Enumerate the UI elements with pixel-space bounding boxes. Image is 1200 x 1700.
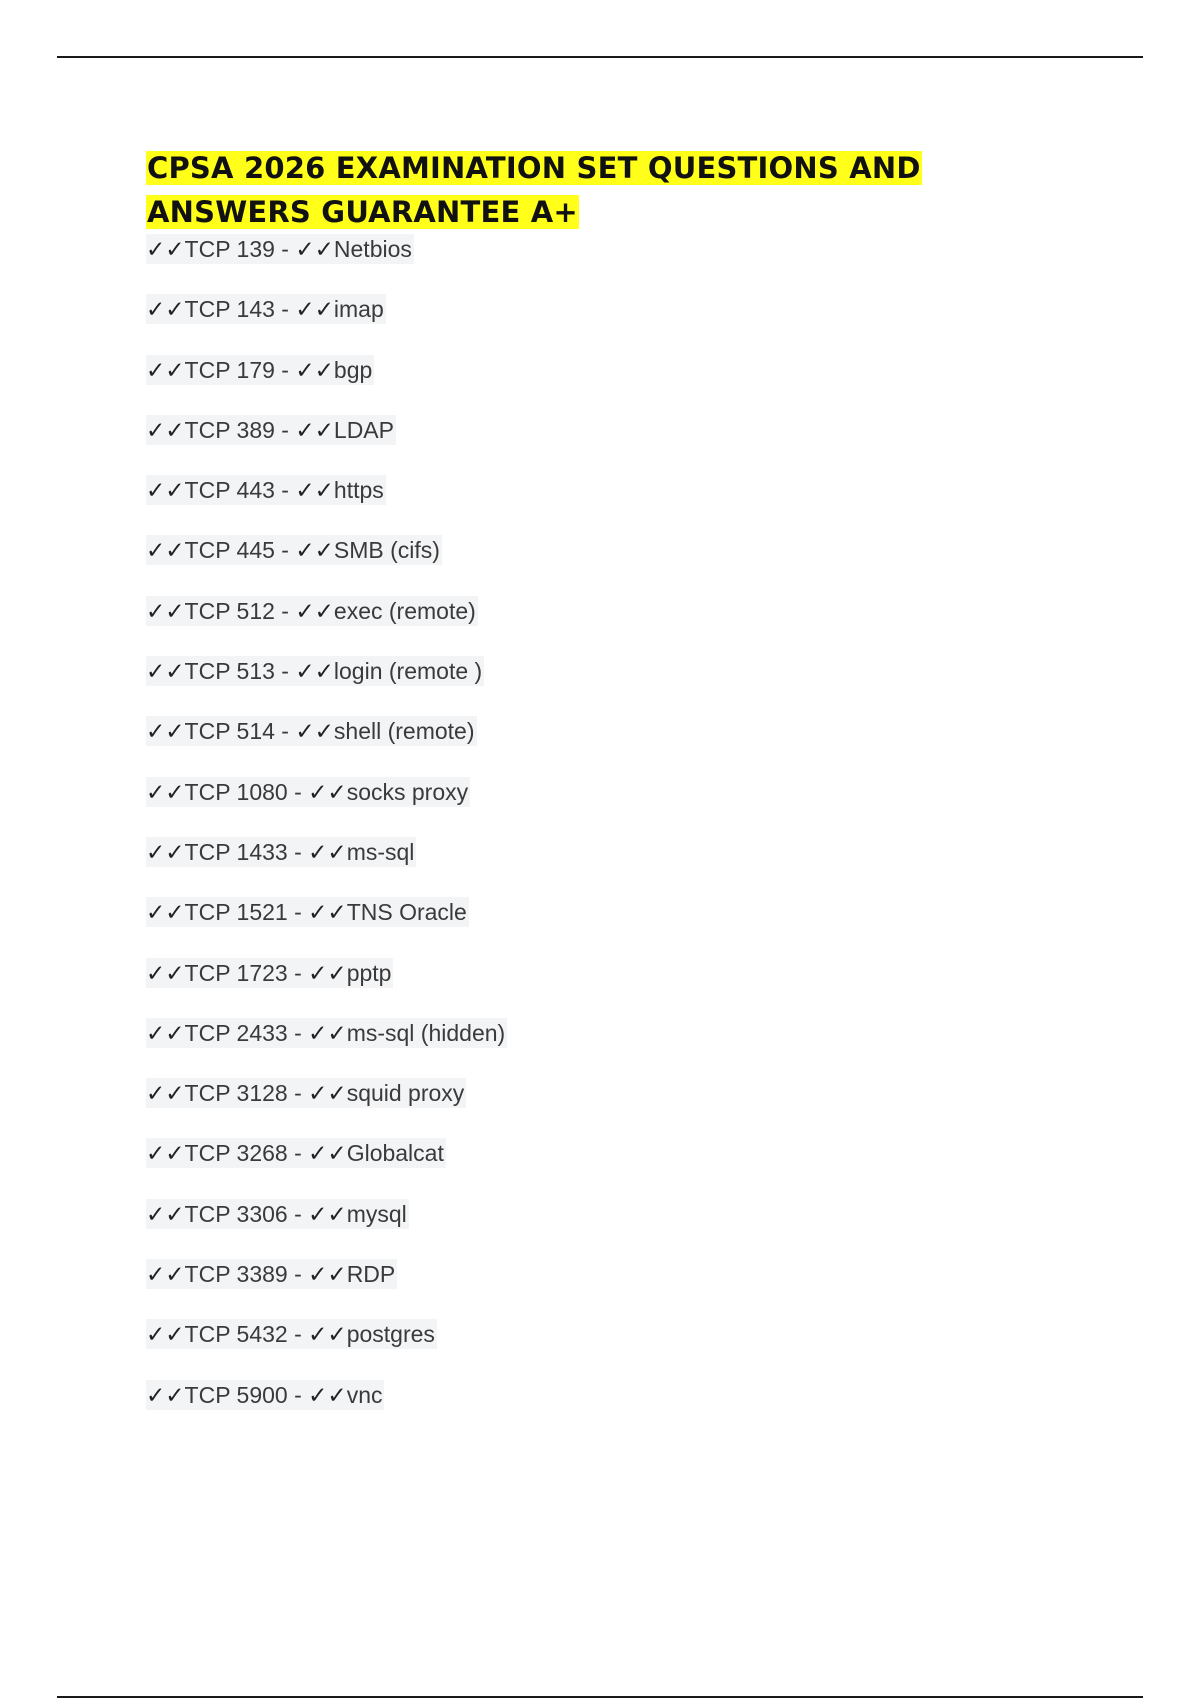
qa-question: TCP 1521 <box>184 899 288 926</box>
qa-separator: - <box>287 1019 309 1046</box>
footer-rule <box>57 1696 1143 1698</box>
qa-item <box>146 1380 1086 1440</box>
qa-answer: shell (remote) <box>333 718 475 745</box>
double-check-icon: ✓✓ <box>146 899 185 926</box>
qa-answer: bgp <box>333 356 373 383</box>
qa-item <box>146 777 1086 837</box>
qa-item <box>146 415 1086 475</box>
qa-answer: TNS Oracle <box>346 899 467 926</box>
double-check-icon: ✓✓ <box>146 1140 185 1167</box>
qa-item <box>146 1319 1086 1379</box>
double-check-icon: ✓✓ <box>295 236 334 262</box>
qa-item <box>146 1018 1086 1078</box>
qa-question: TCP 5900 <box>184 1381 288 1408</box>
qa-answer: imap <box>333 296 384 323</box>
qa-question: TCP 3128 <box>184 1080 288 1107</box>
double-check-icon: ✓✓ <box>295 416 334 443</box>
qa-answer: RDP <box>346 1261 396 1288</box>
qa-answer: vnc <box>346 1381 383 1408</box>
qa-separator: - <box>287 1080 309 1107</box>
qa-separator: - <box>287 1140 309 1167</box>
qa-answer: Globalcat <box>346 1140 444 1167</box>
double-check-icon: ✓✓ <box>146 236 185 262</box>
qa-separator: - <box>287 1200 309 1227</box>
qa-separator: - <box>274 416 296 443</box>
double-check-icon: ✓✓ <box>146 1019 185 1046</box>
qa-item-text <box>146 1199 409 1229</box>
document-body <box>146 146 1086 1440</box>
double-check-icon: ✓✓ <box>295 658 334 685</box>
qa-item <box>146 355 1086 415</box>
qa-separator: - <box>287 838 309 865</box>
qa-question: TCP 5432 <box>184 1321 288 1348</box>
double-check-icon: ✓✓ <box>146 838 185 865</box>
qa-question: TCP 3306 <box>184 1200 288 1227</box>
qa-separator: - <box>274 356 296 383</box>
qa-item-text <box>146 837 416 867</box>
qa-question: TCP 1080 <box>184 778 288 805</box>
qa-answer: postgres <box>346 1321 435 1348</box>
double-check-icon: ✓✓ <box>146 959 185 986</box>
qa-answer: squid proxy <box>346 1080 465 1107</box>
double-check-icon: ✓✓ <box>308 1381 347 1408</box>
double-check-icon: ✓✓ <box>295 537 334 564</box>
qa-item <box>146 1138 1086 1198</box>
double-check-icon: ✓✓ <box>146 597 185 624</box>
qa-separator: - <box>274 296 296 323</box>
qa-item-text <box>146 1319 437 1349</box>
double-check-icon: ✓✓ <box>308 899 347 926</box>
qa-item-text <box>146 475 386 505</box>
double-check-icon: ✓✓ <box>308 1261 347 1288</box>
double-check-icon: ✓✓ <box>146 778 185 805</box>
double-check-icon: ✓✓ <box>295 718 334 745</box>
double-check-icon: ✓✓ <box>146 416 185 443</box>
qa-answer: SMB (cifs) <box>333 537 440 564</box>
qa-question: TCP 2433 <box>184 1019 288 1046</box>
qa-question: TCP 3389 <box>184 1261 288 1288</box>
qa-question: TCP 1723 <box>184 959 288 986</box>
qa-item <box>146 1259 1086 1319</box>
qa-separator: - <box>274 236 296 262</box>
qa-separator: - <box>274 537 296 564</box>
qa-item-text <box>146 1380 384 1410</box>
double-check-icon: ✓✓ <box>308 1019 347 1046</box>
qa-question: TCP 1433 <box>184 838 288 865</box>
qa-question: TCP 3268 <box>184 1140 288 1167</box>
qa-item-text <box>146 1018 507 1048</box>
qa-separator: - <box>274 597 296 624</box>
qa-separator: - <box>274 718 296 745</box>
double-check-icon: ✓✓ <box>308 838 347 865</box>
double-check-icon: ✓✓ <box>308 1140 347 1167</box>
qa-item <box>146 897 1086 957</box>
double-check-icon: ✓✓ <box>308 778 347 805</box>
qa-item-text <box>146 958 393 988</box>
double-check-icon: ✓✓ <box>146 658 185 685</box>
qa-item <box>146 837 1086 897</box>
double-check-icon: ✓✓ <box>146 537 185 564</box>
qa-separator: - <box>274 477 296 504</box>
qa-item <box>146 234 1086 294</box>
qa-item <box>146 656 1086 716</box>
double-check-icon: ✓✓ <box>146 296 185 323</box>
qa-item <box>146 294 1086 354</box>
header-rule <box>57 56 1143 58</box>
qa-item <box>146 596 1086 656</box>
qa-answer: socks proxy <box>346 778 469 805</box>
qa-separator: - <box>287 899 309 926</box>
qa-question: TCP 143 <box>184 296 275 323</box>
qa-question: TCP 179 <box>184 356 275 383</box>
double-check-icon: ✓✓ <box>146 1261 185 1288</box>
qa-item <box>146 716 1086 776</box>
double-check-icon: ✓✓ <box>308 1200 347 1227</box>
double-check-icon: ✓✓ <box>146 718 185 745</box>
double-check-icon: ✓✓ <box>146 1321 185 1348</box>
qa-answer: ms-sql (hidden) <box>346 1019 506 1046</box>
qa-item-text <box>146 355 374 385</box>
double-check-icon: ✓✓ <box>295 597 334 624</box>
double-check-icon: ✓✓ <box>308 959 347 986</box>
qa-answer: exec (remote) <box>333 597 476 624</box>
double-check-icon: ✓✓ <box>295 356 334 383</box>
qa-question: TCP 445 <box>184 537 275 564</box>
document-title <box>146 146 1086 234</box>
qa-separator: - <box>287 959 309 986</box>
double-check-icon: ✓✓ <box>295 296 334 323</box>
double-check-icon: ✓✓ <box>146 1381 185 1408</box>
qa-question: TCP 139 <box>184 236 275 262</box>
qa-item-text <box>146 1138 446 1168</box>
qa-item-text <box>146 294 386 324</box>
qa-item <box>146 475 1086 535</box>
qa-question: TCP 389 <box>184 416 275 443</box>
qa-item-text <box>146 415 396 445</box>
qa-question: TCP 443 <box>184 477 275 504</box>
qa-separator: - <box>274 658 296 685</box>
qa-item-text <box>146 596 478 626</box>
double-check-icon: ✓✓ <box>146 356 185 383</box>
qa-answer: mysql <box>346 1200 407 1227</box>
qa-item-text <box>146 777 470 807</box>
qa-separator: - <box>287 1381 309 1408</box>
double-check-icon: ✓✓ <box>308 1080 347 1107</box>
qa-item <box>146 535 1086 595</box>
qa-answer: ms-sql <box>346 838 415 865</box>
qa-item <box>146 1078 1086 1138</box>
document-title-text: CPSA 2026 EXAMINATION SET QUESTIONS AND ANSWERS GUARANTEE A+ <box>147 151 921 229</box>
qa-separator: - <box>287 1261 309 1288</box>
double-check-icon: ✓✓ <box>295 477 334 504</box>
qa-separator: - <box>287 778 309 805</box>
double-check-icon: ✓✓ <box>146 477 185 504</box>
qa-answer: LDAP <box>333 416 394 443</box>
qa-answer: https <box>333 477 384 504</box>
double-check-icon: ✓✓ <box>308 1321 347 1348</box>
qa-answer: Netbios <box>333 236 412 262</box>
qa-item <box>146 958 1086 1018</box>
qa-item-text <box>146 897 469 927</box>
qa-item-text <box>146 234 414 264</box>
qa-item-text <box>146 716 477 746</box>
qa-item-text <box>146 656 484 686</box>
double-check-icon: ✓✓ <box>146 1080 185 1107</box>
qa-item <box>146 1199 1086 1259</box>
qa-question: TCP 513 <box>184 658 275 685</box>
qa-separator: - <box>287 1321 309 1348</box>
qa-question: TCP 514 <box>184 718 275 745</box>
qa-list <box>146 234 1086 1440</box>
double-check-icon: ✓✓ <box>146 1200 185 1227</box>
qa-item-text <box>146 1078 466 1108</box>
qa-item-text <box>146 535 442 565</box>
qa-answer: pptp <box>346 959 392 986</box>
qa-answer: login (remote ) <box>333 658 483 685</box>
qa-item-text <box>146 1259 397 1289</box>
qa-question: TCP 512 <box>184 597 275 624</box>
